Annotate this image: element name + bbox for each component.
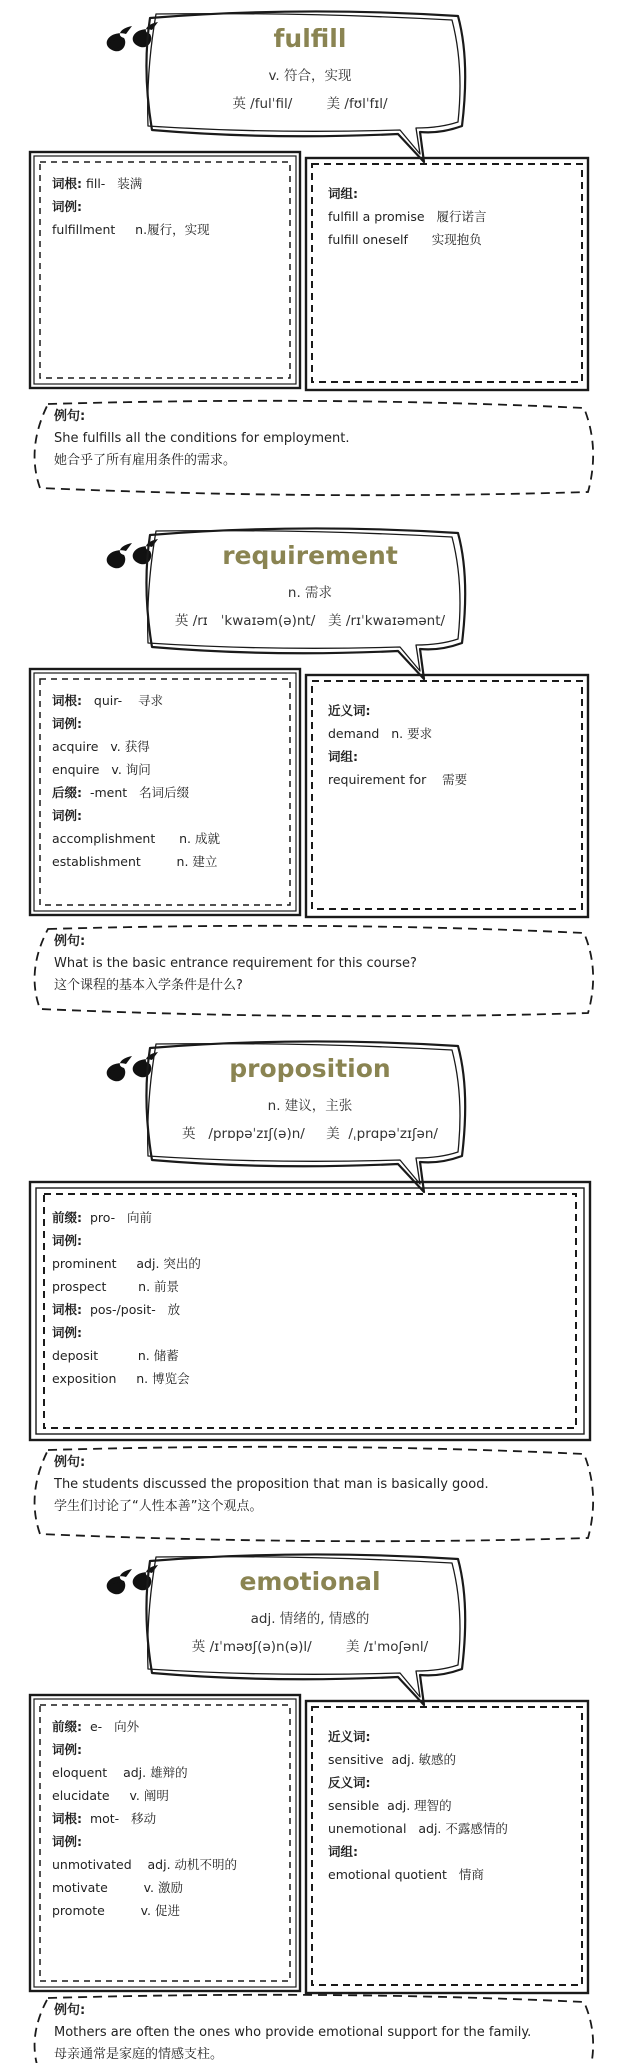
entry-line — [52, 1784, 292, 1807]
entry-text: sensible adj. 理智的 — [328, 1798, 452, 1813]
entry-label: 反义词: — [328, 1775, 371, 1790]
entry-label: 词根: — [52, 1811, 82, 1826]
entry-line — [52, 1298, 552, 1321]
entry-label: 词根: — [52, 693, 82, 708]
example-label: 例句: — [54, 1455, 86, 1470]
word-title: emotional — [239, 1567, 381, 1596]
entry-label: 词例: — [52, 1834, 82, 1849]
entry-line — [52, 1275, 552, 1298]
entry-text: promote v. 促进 — [52, 1903, 180, 1918]
word-card — [0, 517, 618, 1032]
part-of-speech: n. 需求 — [287, 585, 333, 601]
phonetic: 英 /ɪˈməʊʃ(ə)n(ə)l/ 美 /ɪˈmoʃənl/ — [191, 1639, 429, 1655]
example-sentence-en: What is the basic entrance requirement for this course? — [54, 956, 417, 971]
example-label: 例句: — [54, 409, 86, 424]
entry-text: pos-/posit- 放 — [82, 1302, 181, 1317]
entry-text: acquire v. 获得 — [52, 739, 150, 754]
entry-label: 词例: — [52, 199, 82, 214]
entry-line — [328, 1840, 578, 1863]
right-column — [328, 182, 578, 251]
left-column — [52, 1715, 292, 1922]
entry-text: quir- 寻求 — [82, 693, 163, 708]
example-block — [54, 1452, 584, 1518]
entry-label: 词例: — [52, 808, 82, 823]
entry-line — [328, 768, 578, 791]
word-card — [0, 1543, 618, 2062]
entry-line — [52, 195, 292, 218]
entry-text: fulfillment n.履行，实现 — [52, 222, 210, 237]
phonetic: 英 /rɪ ˈkwaɪəm(ə)nt/ 美 /rɪˈkwaɪəmənt/ — [174, 613, 446, 629]
entry-text: unmotivated adj. 动机不明的 — [52, 1857, 238, 1872]
entry-line — [52, 1899, 292, 1922]
example-sentence-en: She fulfills all the conditions for employment. — [54, 431, 350, 446]
entry-text: enquire v. 询问 — [52, 762, 151, 777]
entry-line — [52, 850, 292, 873]
word-title: proposition — [229, 1054, 391, 1083]
entry-text: e- 向外 — [82, 1719, 140, 1734]
entry-line — [52, 735, 292, 758]
entry-line — [52, 689, 292, 712]
entry-text: establishment n. 建立 — [52, 854, 218, 869]
example-sentence-en: Mothers are often the ones who provide emotional support for the family. — [54, 2025, 532, 2040]
entry-line — [52, 1853, 292, 1876]
entry-label: 近义词: — [328, 1729, 371, 1744]
entry-line — [52, 712, 292, 735]
right-column — [328, 1725, 578, 1886]
example-block — [54, 931, 584, 997]
entry-line — [52, 1761, 292, 1784]
left-column — [52, 172, 292, 241]
entry-line — [52, 1252, 552, 1275]
entry-line — [52, 758, 292, 781]
entry-text: demand n. 要求 — [328, 726, 433, 741]
entry-line — [328, 1771, 578, 1794]
phonetic: 英 /fulˈfil/ 美 /fʊlˈfɪl/ — [232, 96, 388, 112]
entry-line — [52, 804, 292, 827]
example-block — [54, 2000, 584, 2066]
entry-line — [52, 781, 292, 804]
entry-label: 词例: — [52, 716, 82, 731]
example-sentence-zh: 她合乎了所有雇用条件的需求。 — [54, 453, 237, 468]
entry-label: 后缀: — [52, 785, 82, 800]
entry-line — [328, 699, 578, 722]
entry-line — [52, 1344, 552, 1367]
example-sentence-en: The students discussed the proposition that man is basically good. — [54, 1477, 489, 1492]
entry-line — [52, 1321, 552, 1344]
example-sentence-zh: 这个课程的基本入学条件是什么? — [54, 978, 243, 993]
right-column — [328, 699, 578, 791]
entry-line — [52, 1367, 552, 1390]
phonetic: 英 /prɒpəˈzɪʃ(ə)n/ 美 /ˌprɑpəˈzɪʃən/ — [182, 1126, 438, 1142]
entry-label: 词组: — [328, 1844, 358, 1859]
word-card — [0, 0, 618, 515]
entry-label: 词根: — [52, 1302, 82, 1317]
part-of-speech: v. 符合，实现 — [268, 68, 352, 84]
entry-text: elucidate v. 阐明 — [52, 1788, 169, 1803]
left-column — [52, 689, 292, 873]
entry-label: 词例: — [52, 1233, 82, 1248]
entry-line — [52, 1830, 292, 1853]
entry-label: 前缀: — [52, 1210, 82, 1225]
entry-line — [328, 205, 578, 228]
entry-line — [328, 722, 578, 745]
part-of-speech: adj. 情绪的, 情感的 — [250, 1611, 370, 1627]
example-sentence-zh: 母亲通常是家庭的情感支柱。 — [54, 2047, 224, 2062]
entry-text: mot- 移动 — [82, 1811, 157, 1826]
entry-text: sensitive adj. 敏感的 — [328, 1752, 457, 1767]
word-title: fulfill — [273, 24, 347, 53]
entry-label: 近义词: — [328, 703, 371, 718]
entry-line — [328, 1817, 578, 1840]
entry-text: unemotional adj. 不露感情的 — [328, 1821, 508, 1836]
entry-line — [52, 1229, 552, 1252]
entry-text: -ment 名词后缀 — [82, 785, 190, 800]
entry-label: 前缀: — [52, 1719, 82, 1734]
left-column — [52, 1206, 552, 1390]
entry-line — [52, 218, 292, 241]
entry-line — [328, 1748, 578, 1771]
entry-text: deposit n. 储蓄 — [52, 1348, 179, 1363]
example-block — [54, 406, 584, 472]
entry-line — [52, 827, 292, 850]
entry-line — [328, 1725, 578, 1748]
example-label: 例句: — [54, 2003, 86, 2018]
entry-text: pro- 向前 — [82, 1210, 153, 1225]
entry-text: emotional quotient 情商 — [328, 1867, 484, 1882]
entry-text: accomplishment n. 成就 — [52, 831, 220, 846]
entry-text: prominent adj. 突出的 — [52, 1256, 201, 1271]
entry-line — [328, 1794, 578, 1817]
entry-line — [328, 228, 578, 251]
example-sentence-zh: 学生们讨论了“人性本善”这个观点。 — [54, 1499, 263, 1514]
entry-label: 词组: — [328, 749, 358, 764]
entry-text: fulfill oneself 实现抱负 — [328, 232, 482, 247]
entry-label: 词例: — [52, 1325, 82, 1340]
entry-text: exposition n. 博览会 — [52, 1371, 190, 1386]
part-of-speech: n. 建议，主张 — [267, 1098, 353, 1114]
entry-label: 词根: — [52, 176, 82, 191]
entry-text: requirement for 需要 — [328, 772, 468, 787]
word-title: requirement — [222, 541, 398, 570]
entry-line — [52, 1807, 292, 1830]
entry-text: motivate v. 激励 — [52, 1880, 183, 1895]
entry-label: 词组: — [328, 186, 358, 201]
entry-line — [328, 182, 578, 205]
entry-line — [328, 1863, 578, 1886]
entry-line — [52, 1715, 292, 1738]
entry-text: prospect n. 前景 — [52, 1279, 180, 1294]
entry-line — [328, 745, 578, 768]
example-label: 例句: — [54, 934, 86, 949]
word-card — [0, 1030, 618, 1545]
entry-line — [52, 1738, 292, 1761]
entry-line — [52, 172, 292, 195]
entry-label: 词例: — [52, 1742, 82, 1757]
entry-text: eloquent adj. 雄辩的 — [52, 1765, 188, 1780]
entry-line — [52, 1206, 552, 1229]
entry-text: fulfill a promise 履行诺言 — [328, 209, 487, 224]
entry-text: fill- 装满 — [82, 176, 143, 191]
entry-line — [52, 1876, 292, 1899]
